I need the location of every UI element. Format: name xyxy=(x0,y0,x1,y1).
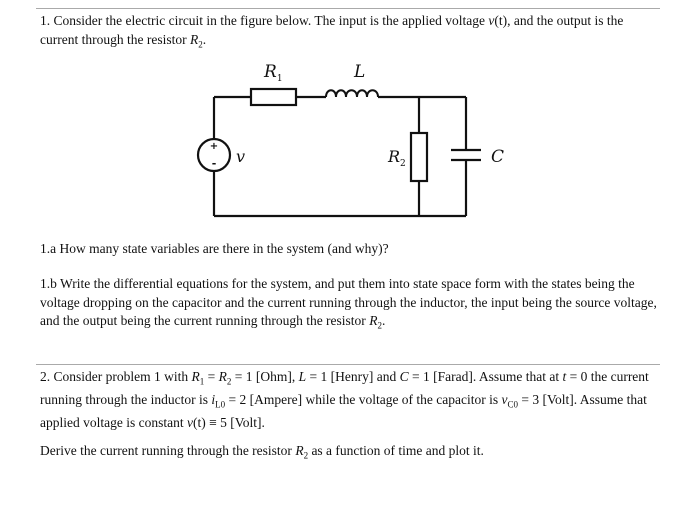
label-l: L xyxy=(354,62,366,82)
resistor-r2 xyxy=(411,133,427,181)
inductor-l xyxy=(326,90,378,97)
source-minus-sign: - xyxy=(211,157,217,170)
question-1b: 1.b Write the differential equations for the system, and put them into state space form with the states being the voltage dropping on the capacitor and the current running through the inductor, the input being the source voltage, and the output being the current running through the resistor $R_2$. xyxy=(40,276,657,331)
section-divider xyxy=(36,364,660,365)
derive-instruction: Derive the current running through the resistor $R_2$ as a function of time and plot it. xyxy=(40,443,484,461)
capacitor-c xyxy=(451,150,481,160)
label-v: v xyxy=(236,147,246,166)
label-c: C xyxy=(491,147,505,167)
resistor-r1 xyxy=(251,89,296,105)
source-plus-sign: + xyxy=(209,141,219,152)
label-r1: $R_1$ xyxy=(264,62,283,84)
label-r2: $R_2$ xyxy=(388,147,406,169)
problem-1-statement: 1. Consider the electric circuit in the figure below. The input is the applied voltage v(t), and the output is the current through the resistor $R_2$. xyxy=(40,13,624,50)
voltage-source xyxy=(198,139,230,171)
question-1a: 1.a How many state variables are there in the system (and why)? xyxy=(40,241,389,256)
circuit-diagram xyxy=(0,0,700,240)
problem-2-statement: 2. Consider problem 1 with $R_1 = R_2 = 1$ [Ohm], L = 1 [Henry] and C = 1 [Farad]. Assume that at t = 0 the current running through the inductor is $i_{L0} = 2$ [Ampere] while the voltage of the capacitor is $v_{C0} = 3$ [Volt]. Assume that applied voltage is constant v(t) ≡ 5 [Volt]. xyxy=(40,369,649,431)
